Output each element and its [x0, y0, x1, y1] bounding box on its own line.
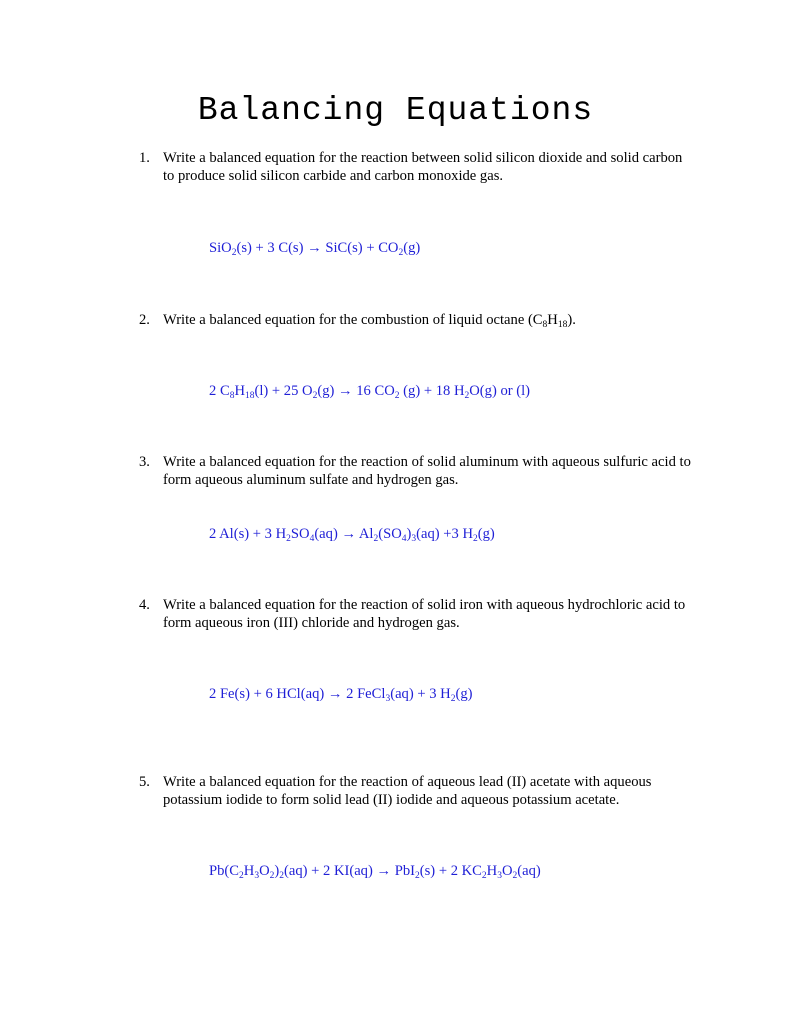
- answer-4: 2 Fe(s) + 6 HCl(aq) → 2 FeCl$_3$(aq) + 3 $H_2(g)$: [209, 686, 473, 704]
- question-number: 1.: [139, 150, 150, 166]
- question-text: Write a balanced equation for the reaction of solid iron with aqueous hydrochloric acid to form aqueous iron (III) chloride and hydrogen gas.: [163, 597, 686, 631]
- question-number: 4.: [139, 597, 150, 613]
- question-number: 2.: [139, 312, 150, 328]
- answer-1: SiO$_2$(s) + 3 $C(s) \to SiC(s) + CO_2(g)$: [209, 240, 421, 258]
- question-text: Write a balanced equation for the combustion of liquid octane $(C_8H_{18})$.: [163, 312, 576, 330]
- question-number: 5.: [139, 774, 150, 790]
- answer-5: $Pb(C_2H_3O_2)_2(aq) + 2$ KI(aq) → PbI$_2$(s) + 2 $KC_2H_3O_2(aq)$: [209, 863, 541, 881]
- question-text: Write a balanced equation for the reaction of solid aluminum with aqueous sulfuric acid to form aqueous aluminum sulfate and hydrogen gas.: [163, 454, 691, 488]
- question-text: Write a balanced equation for the reaction of aqueous lead (II) acetate with aqueous potassium iodide to form solid lead (II) iodide and aqueous potassium acetate.: [163, 774, 652, 808]
- question-number: 3.: [139, 454, 150, 470]
- page-title: Balancing Equations: [197, 92, 594, 129]
- answer-3: 2 Al(s) + 3 $H_2SO_4(aq) \to Al_2(SO_4)_3(aq) +3$ $H_2(g)$: [209, 526, 495, 544]
- answer-2: 2 $C_8H_{18}(l) + 25$ $O_2(g) \to 16$ $CO_2$ (g) + 18 $H_2O(g)$ or (l): [209, 383, 531, 401]
- question-text: Write a balanced equation for the reaction between solid silicon dioxide and solid carbon to produce solid silicon carbide and carbon monoxide gas.: [163, 150, 683, 184]
